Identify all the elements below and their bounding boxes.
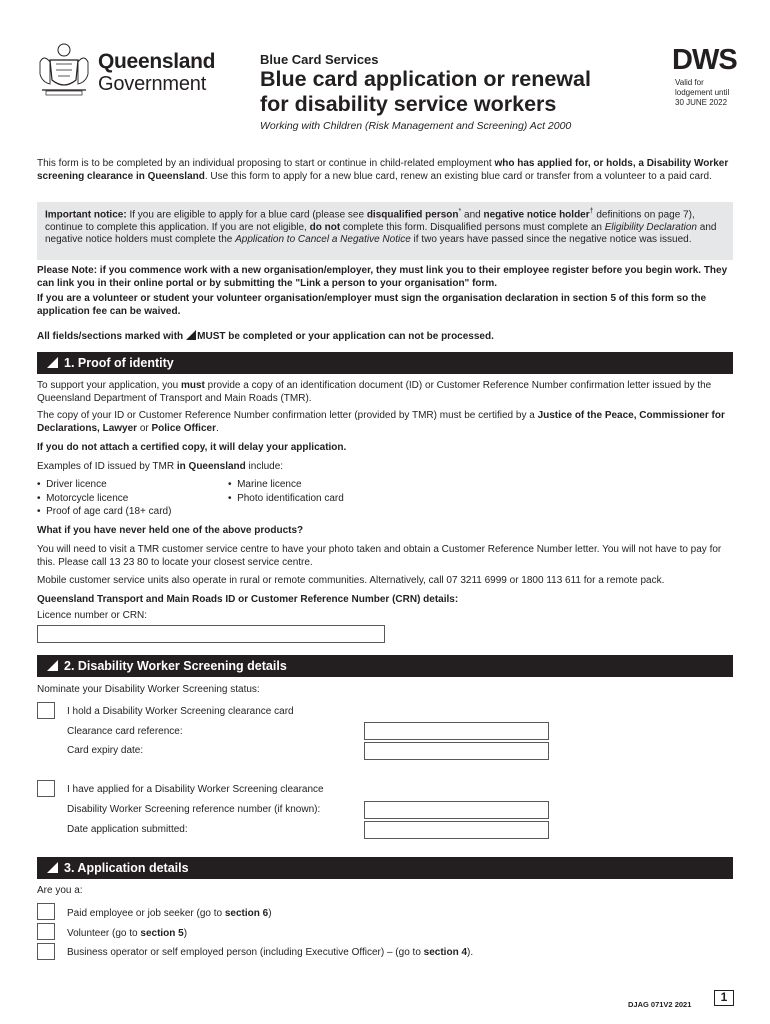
form-title-line2: for disability service workers bbox=[260, 92, 557, 116]
id-item: Proof of age card (18+ card) bbox=[46, 506, 172, 517]
dws-badge: DWS bbox=[672, 44, 737, 76]
mandatory-triangle-icon bbox=[47, 660, 58, 671]
volunteer-label bbox=[67, 928, 187, 940]
mandatory-triangle-icon bbox=[186, 330, 196, 340]
crn-heading: Queensland Transport and Main Roads ID or Customer Reference Number (CRN) details: bbox=[37, 594, 459, 605]
validity-line1: Valid for bbox=[675, 78, 704, 87]
act-reference: Working with Children (Risk Management and Screening) Act 2000 bbox=[260, 120, 572, 132]
id-list-col1 bbox=[37, 479, 171, 518]
dws-reference-input[interactable] bbox=[364, 801, 549, 819]
form-title bbox=[260, 67, 640, 117]
section1-para4 bbox=[37, 461, 737, 474]
option-text: Business operator or self employed person (including Executive Officer) – (go to bbox=[67, 947, 424, 958]
s1-text: . bbox=[215, 422, 219, 434]
id-item: Photo identification card bbox=[237, 492, 344, 504]
option-text: Paid employee or job seeker (go to bbox=[67, 908, 225, 919]
logo-line-queensland: Queensland bbox=[98, 50, 216, 73]
option-text-end: ). bbox=[467, 947, 474, 958]
option-section-ref: section 4 bbox=[423, 947, 468, 958]
coat-of-arms-icon bbox=[36, 40, 92, 98]
s1-text: The copy of your ID or Customer Reference Number confirmation letter (provided by TMR) must be certified by a bbox=[37, 410, 538, 421]
s1-text: Examples of ID issued by TMR bbox=[37, 461, 177, 472]
validity-note bbox=[675, 78, 745, 108]
clearance-reference-input[interactable] bbox=[364, 722, 549, 740]
important-notice-box bbox=[37, 202, 733, 260]
please-note-line2: If you are a volunteer or student your volunteer organisation/employer must sign the organisation declaration in section 5 of this form so the application fee can be waived. bbox=[37, 293, 706, 317]
notice-text: and bbox=[461, 209, 484, 221]
card-expiry-input[interactable] bbox=[364, 742, 549, 760]
applied-clearance-checkbox[interactable] bbox=[37, 780, 55, 797]
logo-line-government: Government bbox=[98, 73, 207, 95]
intro-text-end: . Use this form to apply for a new blue card, renew an existing blue card or transfer from a volunteer to a paid card. bbox=[204, 170, 712, 182]
mandatory-text-end: MUST be completed or your application can not be processed. bbox=[197, 331, 494, 342]
dws-reference-label: Disability Worker Screening reference number (if known): bbox=[67, 804, 321, 815]
id-item: Marine licence bbox=[237, 479, 302, 490]
section3-title: 3. Application details bbox=[64, 861, 189, 875]
section1-para6: Mobile customer service units also operate in rural or remote communities. Alternatively, call 07 3211 6999 or 1800 113 611 for a remote pack. bbox=[37, 575, 665, 586]
card-expiry-label: Card expiry date: bbox=[67, 745, 144, 756]
section3-question: Are you a: bbox=[37, 885, 83, 896]
intro-text: This form is to be completed by an individual proposing to start or continue in child-related employment bbox=[37, 158, 495, 169]
s1-text: or bbox=[137, 422, 152, 434]
notice-text: complete this form. Disqualified persons must complete an bbox=[340, 221, 605, 233]
date-submitted-label: Date application submitted: bbox=[67, 824, 188, 835]
section1-header bbox=[37, 352, 733, 374]
list-item: • Proof of age card (18+ card) bbox=[37, 506, 172, 517]
notice-label: Important notice: bbox=[45, 209, 127, 221]
footnote-mark: * bbox=[458, 208, 462, 215]
cancel-negative-notice-term: Application to Cancel a Negative Notice bbox=[235, 234, 411, 246]
list-item: • Driver licence bbox=[37, 479, 107, 490]
id-item: Driver licence bbox=[46, 479, 107, 490]
service-name: Blue Card Services bbox=[260, 52, 379, 67]
option-text-end: ) bbox=[183, 928, 188, 939]
section1-title: 1. Proof of identity bbox=[64, 356, 174, 370]
section1-para2 bbox=[37, 410, 737, 435]
intro-paragraph bbox=[37, 158, 737, 183]
mandatory-triangle-icon bbox=[47, 862, 58, 873]
notice-text: If you are eligible to apply for a blue card (please see bbox=[126, 209, 367, 221]
crn-label: Licence number or CRN: bbox=[37, 610, 148, 621]
volunteer-checkbox[interactable] bbox=[37, 923, 55, 940]
notice-text: definitions on page 7), continue to complete this application. If you are not eligible, bbox=[45, 209, 695, 233]
section1-para1 bbox=[37, 380, 737, 405]
notice-text: if two years have passed since the negative notice was issued. bbox=[410, 234, 692, 246]
s1-text: To support your application, you bbox=[37, 380, 181, 391]
paid-employee-checkbox[interactable] bbox=[37, 903, 55, 920]
list-item: • Photo identification card bbox=[228, 492, 344, 504]
validity-line3: 30 JUNE 2022 bbox=[675, 98, 728, 107]
s1-text: include: bbox=[245, 461, 284, 472]
section2-intro: Nominate your Disability Worker Screening status: bbox=[37, 684, 260, 695]
business-operator-label bbox=[67, 947, 473, 959]
mandatory-text: All fields/sections marked with bbox=[37, 331, 184, 342]
footnote-mark: † bbox=[589, 208, 594, 215]
queensland-government-logo bbox=[36, 40, 216, 100]
notice-text: and negative notice holders must complete the bbox=[45, 221, 717, 246]
negative-notice-term: negative notice holder bbox=[483, 209, 590, 221]
intro-bold: who has applied for, or holds, a Disability Worker screening clearance in Queensland bbox=[37, 158, 729, 182]
clearance-reference-label: Clearance card reference: bbox=[67, 726, 183, 737]
form-code: DJAG 071V2 2021 bbox=[628, 1000, 692, 1009]
id-list-col2 bbox=[228, 479, 344, 505]
section1-para3: If you do not attach a certified copy, it will delay your application. bbox=[37, 442, 347, 453]
list-item: • Marine licence bbox=[228, 479, 302, 490]
business-operator-checkbox[interactable] bbox=[37, 943, 55, 960]
option-section-ref: section 6 bbox=[224, 908, 269, 919]
crn-input[interactable] bbox=[37, 625, 385, 643]
never-held-heading: What if you have never held one of the above products? bbox=[37, 525, 304, 536]
s1-text: provide a copy of an identification document (ID) or Customer Reference Number confirmation letter issued by the Queensland Department of Transport and Main Roads (TMR). bbox=[37, 380, 712, 404]
id-item: Motorcycle licence bbox=[46, 492, 129, 504]
list-item: • Motorcycle licence bbox=[37, 492, 129, 504]
option-section-ref: section 5 bbox=[140, 928, 184, 939]
option-text-end: ) bbox=[268, 908, 272, 919]
validity-line2: lodgement until bbox=[675, 88, 730, 97]
section2-header bbox=[37, 655, 733, 677]
section2-title: 2. Disability Worker Screening details bbox=[64, 659, 287, 673]
form-title-line1: Blue card application or renewal bbox=[260, 67, 591, 91]
applied-clearance-label: I have applied for a Disability Worker Screening clearance bbox=[67, 784, 324, 795]
notice-bold: do not bbox=[309, 221, 341, 233]
hold-clearance-label: I hold a Disability Worker Screening clearance card bbox=[67, 706, 294, 717]
section3-header bbox=[37, 857, 733, 879]
mandatory-triangle-icon bbox=[47, 357, 58, 368]
paid-employee-label bbox=[67, 908, 272, 920]
s1-bold: Police Officer bbox=[151, 422, 216, 434]
disqualified-person-term: disqualified person bbox=[366, 209, 459, 221]
option-text: Volunteer (go to bbox=[67, 928, 141, 939]
date-submitted-input[interactable] bbox=[364, 821, 549, 839]
page-number: 1 bbox=[714, 990, 734, 1006]
section1-para5: You will need to visit a TMR customer service centre to have your photo taken and obtain a Customer Reference Number letter. You will not have to pay for this. Please call 13 23 80 to locate your closest service centre. bbox=[37, 544, 722, 568]
hold-clearance-checkbox[interactable] bbox=[37, 702, 55, 719]
mandatory-note bbox=[37, 330, 737, 344]
s1-bold: in Queensland bbox=[176, 461, 246, 472]
eligibility-declaration-term: Eligibility Declaration bbox=[604, 221, 697, 233]
please-note-line1: Please Note: if you commence work with a new organisation/employer, they must link you to their employee register before you begin work. They can link you in their online portal or by submitting the "Link a person to your organisation" form. bbox=[37, 265, 728, 289]
s1-bold: Justice of the Peace, Commissioner for Declarations, Lawyer bbox=[37, 410, 725, 434]
s1-bold: must bbox=[180, 380, 205, 391]
